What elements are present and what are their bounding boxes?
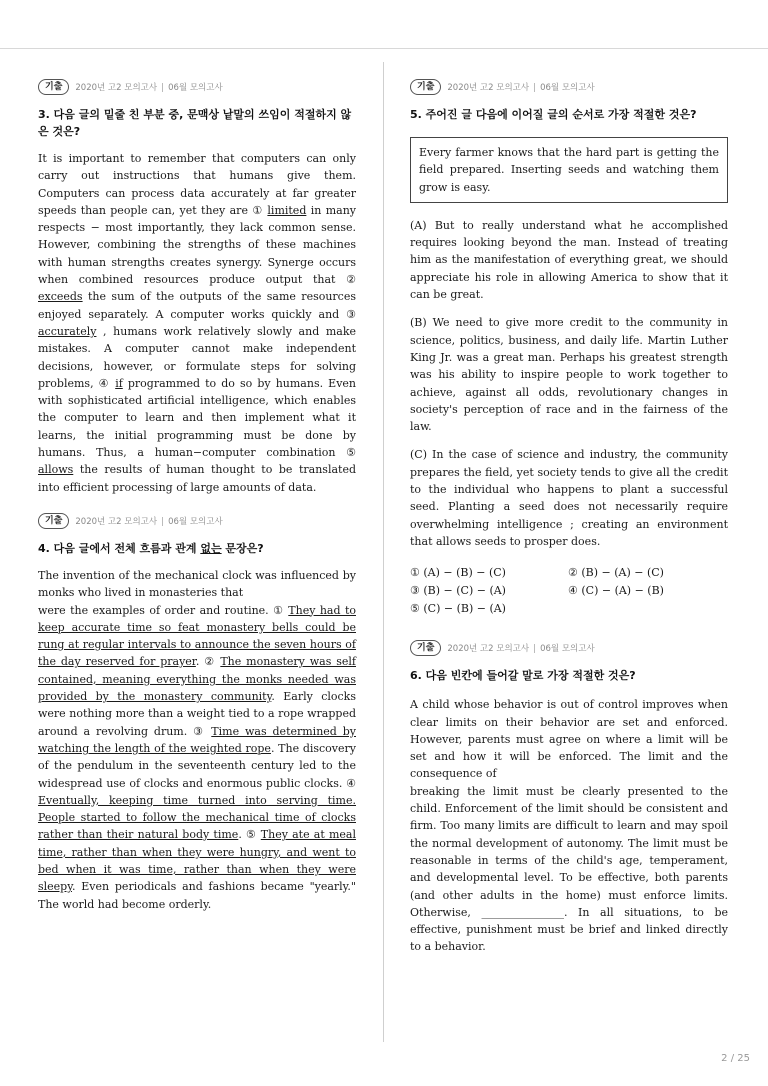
exam-year: 2020년 고2 모의고사	[447, 644, 530, 655]
question-passage	[410, 696, 728, 782]
past-exam-badge: 기출	[38, 79, 69, 95]
tag-separator	[162, 517, 163, 526]
passage-text: the sum of the outputs of the same resources enjoyed separately. A computer works quickly and ③	[38, 290, 356, 321]
left-column	[38, 78, 356, 913]
exam-source	[75, 81, 222, 93]
underlined-word: if	[115, 376, 123, 390]
column-divider	[383, 62, 384, 1042]
exam-month: 06월 모의고사	[540, 644, 595, 655]
question-passage	[38, 150, 356, 496]
passage-text: , humans work relatively slowly and make mistakes. A computer cannot make independent decisions, however, or formulate steps for solving problems, ④	[38, 324, 356, 390]
paragraph-c: (C) In the case of science and industry, the community prepares the field, yet society tends to give all the credit to the individual who happens to plant a successful seed. Planting a seed does not necessarily require overwhelming intelligence ; creating an environment that allows seeds to prosper does.	[410, 448, 728, 548]
underlined-word: limited	[267, 203, 307, 217]
exam-month: 06월 모의고사	[168, 516, 223, 527]
tag-separator	[534, 644, 535, 653]
exam-month: 06월 모의고사	[540, 83, 595, 93]
underlined-sentence: They had to keep accurate time so feat monastery bells could be rung at regular intervals to announce the seven hours of the day reserved for prayer	[38, 603, 356, 669]
question-5	[410, 78, 728, 617]
underlined-sentence: Eventually, keeping time turned into serving time. People started to follow the mechanical time of clocks rather than their natural body time	[38, 793, 356, 842]
underlined-sentence: They ate at meal time, rather than when they were hungry, and went to bed when it was time, rather than when they were sleepy	[38, 828, 357, 894]
tag-separator	[162, 83, 163, 92]
exam-source	[447, 642, 594, 654]
passage-text: The invention of the mechanical clock was influenced by monks who lived in monasteries that	[38, 568, 356, 600]
exam-year: 2020년 고2 모의고사	[447, 83, 530, 93]
answer-choices	[410, 564, 728, 617]
passage-text: A child whose behavior is out of control improves when clear limits on their behavior are set and enforced. However, parents must agree on where a limit will be set and how it will be enforced. The limit and the consequence of	[410, 698, 728, 781]
question-6	[410, 639, 728, 955]
underlined-sentence: Time was determined by watching the length of the weighted rope	[38, 724, 356, 755]
underlined-word: accurately	[38, 324, 97, 338]
passage-text: . In all situations, to be effective, punishment must be brief and linked directly to a behavior.	[410, 905, 728, 954]
passage-text: It is important to remember that computers can only carry out instructions that humans give them. Computers can process data accurately at far greater speeds than people can, yet they are ①	[38, 152, 356, 217]
question-title: 5. 주어진 글 다음에 이어질 글의 순서로 가장 적절한 것은?	[410, 108, 697, 121]
question-4	[38, 512, 356, 913]
choice-1[interactable]: ① (A) − (B) − (C)	[410, 566, 506, 580]
passage-text: programmed to do so by humans. Even with sophisticated artificial intelligence, which enables the computer to learn and then implement what it learns, the initial programming must be done by humans. Thus, a human−computer combination ⑤	[38, 376, 357, 460]
choice-4[interactable]: ④ (C) − (A) − (B)	[568, 584, 664, 598]
question-3	[38, 78, 356, 496]
exam-year: 2020년 고2 모의고사	[75, 83, 158, 93]
underlined-word: exceeds	[38, 290, 83, 304]
tag-separator	[534, 83, 535, 92]
paragraph-b: (B) We need to give more credit to the community in science, politics, business, and daily life. Martin Luther King Jr. was a great man. Perhaps his greatest strength was his ability to inspire people to work together to achieve, against all odds, revolutionary changes in society's perception of race and in the fairness of the law.	[410, 316, 728, 434]
question-title: 6. 다음 빈칸에 들어갈 말로 가장 적절한 것은?	[410, 669, 636, 683]
header-rule	[0, 48, 768, 49]
right-column	[410, 78, 728, 956]
exam-source	[75, 515, 222, 527]
question-title: 4. 다음 글에서 전체 흐름과 관계 없는 문장은?	[38, 541, 264, 555]
past-exam-badge: 기출	[410, 79, 441, 95]
question-passage	[38, 567, 356, 602]
choice-3[interactable]: ③ (B) − (C) − (A)	[410, 584, 506, 598]
choice-2[interactable]: ② (B) − (A) − (C)	[568, 566, 664, 580]
question-tag	[38, 512, 356, 530]
paragraph-a: (A) But to really understand what he accomplished requires looking beyond the man. Instead of treating him as the manifestation of everything great, we should appreciate his role in allowing America to show that it can be great.	[410, 218, 728, 302]
page-number: 2 / 25	[721, 1053, 750, 1064]
choice-5[interactable]: ⑤ (C) − (B) − (A)	[410, 602, 506, 616]
given-text-box: Every farmer knows that the hard part is getting the field prepared. Inserting seeds and watching them grow is easy.	[410, 137, 728, 203]
passage-text: were the examples of order and routine. ①	[38, 603, 289, 617]
underlined-word: allows	[38, 463, 74, 477]
question-title: 3. 다음 글의 밑줄 친 부분 중, 문맥상 낱말의 쓰임이 적절하지 않은 것은?	[38, 108, 352, 138]
underlined-sentence: The monastery was self contained, meaning everything the monks needed was provided by the monastery community	[38, 655, 356, 704]
question-tag	[410, 639, 728, 657]
question-passage-cont	[410, 783, 728, 956]
passage-text: in many respects − most importantly, they lack common sense. However, combining the strengths of these machines with human strengths creates synergy. Synerge occurs when combined resources produce output that ②	[38, 203, 356, 287]
exam-source	[447, 81, 594, 93]
passage-text: breaking the limit must be clearly presented to the child. Enforcement of the limit should be consistent and firm. Too many limits are difficult to learn and may spoil the normal development of autonomy. The limit must be reasonable in terms of the child's age, temperament, and developmental level. To be effective, both parents (and other adults in the home) must enforce limits. Otherwise,	[410, 784, 728, 919]
exam-year: 2020년 고2 모의고사	[75, 516, 158, 527]
answer-blank: _______________	[481, 905, 564, 919]
past-exam-badge: 기출	[410, 640, 441, 656]
past-exam-badge: 기출	[38, 513, 69, 529]
passage-text: the results of human thought to be translated into efficient processing of large amounts of data.	[38, 463, 356, 494]
question-tag	[38, 78, 356, 96]
question-passage-cont: were the examples of order and routine. ① They had to keep accurate time so feat monastery bells could be rung at regular intervals to announce the seven hours of the day reserved for prayer. ② The monastery was self contained, meaning everything the monks needed was provided by the monastery community. Early clocks were nothing more than a weight tied to a rope wrapped around a revolving drum. ③ Time was determined by watching the length of the weighted rope. The discovery of the pendulum in the seventeenth century led to the widespread use of clocks and enormous public clocks. ④ Eventually, keeping time turned into serving time. People started to follow the mechanical time of clocks rather than their natural body time. ⑤ They ate at meal time, rather than when they were hungry, and went to bed when it was time, rather than when they were sleepy. Even periodicals and fashions became "yearly." The world had become orderly.	[38, 603, 357, 911]
question-tag	[410, 78, 728, 96]
exam-month: 06월 모의고사	[168, 83, 223, 93]
